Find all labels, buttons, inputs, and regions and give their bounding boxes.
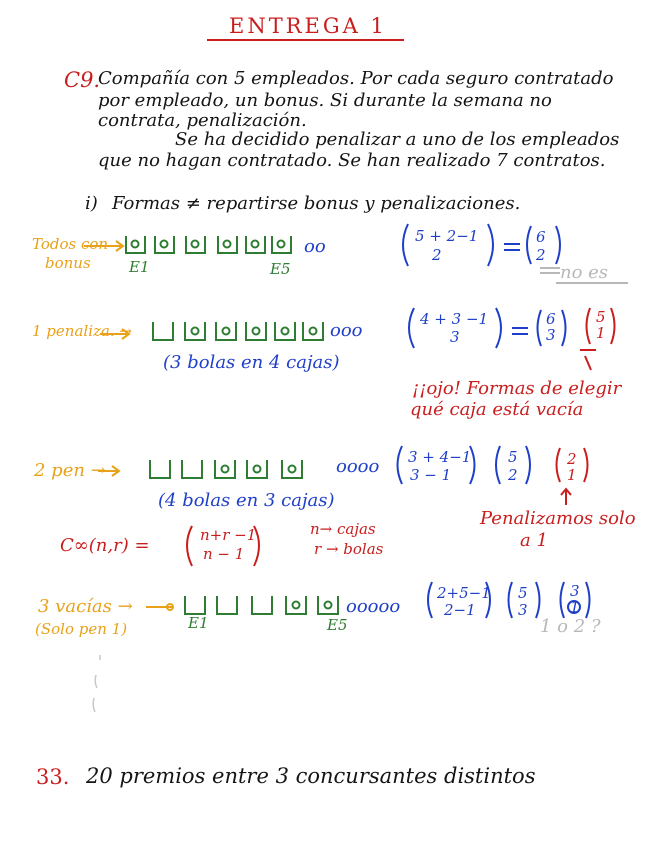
formula-top: 3 xyxy=(570,582,580,600)
page-title: ENTREGA 1 xyxy=(229,14,387,38)
problem-line: por empleado, un bonus. Si durante la semana no xyxy=(98,90,552,111)
formula-top: 5 + 2−1 xyxy=(415,227,479,245)
formula-top: n+r −1 xyxy=(200,526,257,544)
formula-top: 5 xyxy=(518,584,528,602)
problem-line: Se ha decidido penalizar a uno de los empleados xyxy=(175,129,620,150)
arrow-icon xyxy=(146,604,173,610)
formula-label: C∞(n,r) = xyxy=(60,535,150,556)
annotation: a 1 xyxy=(520,530,548,551)
problem-line: que no hagan contratado. Se han realizado 7 contratos. xyxy=(98,150,606,171)
legend-item: n→ cajas xyxy=(310,520,376,538)
annotation: Penalizamos solo xyxy=(480,508,636,529)
ball-group: oooo xyxy=(336,456,380,477)
ball-group: ooooo xyxy=(346,596,401,617)
case-label: 3 vacías → xyxy=(38,596,133,617)
box-row xyxy=(153,322,323,340)
case-label: 2 pen → xyxy=(34,460,106,481)
arrow-icon xyxy=(100,329,129,339)
formula-top: 2+5−1 xyxy=(437,584,491,602)
case-label: bonus xyxy=(45,254,91,272)
part-heading: Formas ≠ repartirse bonus y penalizaciones. xyxy=(112,193,521,214)
formula-bottom: 1 xyxy=(596,324,606,342)
formula-bottom: 2 xyxy=(508,466,518,484)
formula-top: 4 + 3 −1 xyxy=(420,310,489,328)
case-label: 1 penaliza. → xyxy=(32,322,132,340)
box-row xyxy=(185,596,338,614)
problem-statement: 20 premios entre 3 concursantes distintos xyxy=(86,764,536,788)
problem-line: Compañía con 5 empleados. Por cada seguro contratado xyxy=(98,68,614,89)
part-marker: i) xyxy=(85,193,98,214)
formula-bottom: 3 − 1 xyxy=(410,466,452,484)
box-row xyxy=(150,460,302,478)
problem-number: 33. xyxy=(36,765,70,789)
employee-label: E1 xyxy=(129,258,150,276)
formula-bottom: 3 xyxy=(518,601,528,619)
formula-bottom: 2 xyxy=(536,246,546,264)
formula-bottom: 1 xyxy=(567,466,577,484)
legend-item: r → bolas xyxy=(314,540,384,558)
box-row xyxy=(126,236,291,253)
formula-bottom: 2 xyxy=(432,246,442,264)
formula-bottom: n − 1 xyxy=(203,545,245,563)
struck-note: no es xyxy=(560,262,609,283)
case-caption: (3 bolas en 4 cajas) xyxy=(163,352,340,373)
formula-bottom: 2−1 xyxy=(444,601,476,619)
formula-top: 5 xyxy=(596,308,606,326)
employee-label: E1 xyxy=(188,614,209,632)
problem-number: C9. xyxy=(64,68,101,92)
formula-bottom: 1 xyxy=(570,598,580,616)
annotation: ¡¡ojo! Formas de elegir xyxy=(412,378,622,399)
employee-label: E5 xyxy=(327,616,348,634)
formula-top: 2 xyxy=(567,450,577,468)
formula-top: 6 xyxy=(546,310,556,328)
formula-top: 6 xyxy=(536,228,546,246)
employee-label: E5 xyxy=(270,260,291,278)
case-sublabel: (Solo pen 1) xyxy=(35,620,128,638)
ball-group: ooo xyxy=(330,320,363,341)
case-label: Todos con xyxy=(32,235,109,253)
arrow-icon xyxy=(98,466,119,476)
formula-top: 5 xyxy=(508,448,518,466)
case-caption: (4 bolas en 3 cajas) xyxy=(158,490,335,511)
ball-group: oo xyxy=(304,236,326,257)
question-note: 1 o 2 ? xyxy=(540,616,601,637)
formula-bottom: 3 xyxy=(546,326,556,344)
formula-top: 3 + 4−1 xyxy=(408,448,472,466)
formula-bottom: 3 xyxy=(450,328,460,346)
annotation: qué caja está vacía xyxy=(410,399,584,420)
arrow-icon xyxy=(84,241,123,251)
problem-line: contrata, penalización. xyxy=(98,110,307,131)
